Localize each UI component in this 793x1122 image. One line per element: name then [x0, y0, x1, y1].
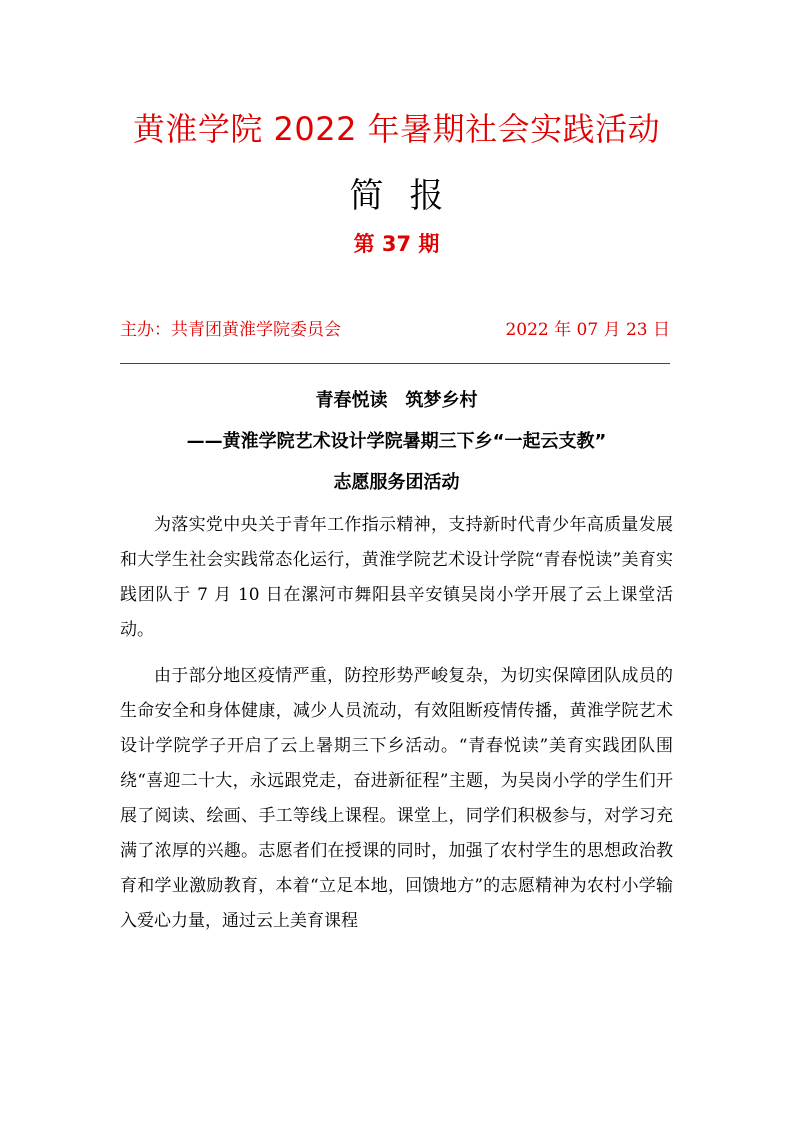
paragraph: 由于部分地区疫情严重，防控形势严峻复杂，为切实保障团队成员的生命安全和身体健康，减少人员流动，有效阻断疫情传播，黄淮学院艺术设计学院学子开启了云上暑期三下乡活动。“青春悦读”美育实践团队围绕“喜迎二十大，永远跟党走，奋进新征程”主题，为吴岗小学的学生们开展了阅读、绘画、手工等线上课程。课堂上，同学们积极参与，对学习充满了浓厚的兴趣。志愿者们在授课的同时，加强了农村学生的思想政治教育和学业激励教育，本着“立足本地，回馈地方”的志愿精神为农村小学输入爱心力量，通过云上美育课程	[120, 666, 673, 931]
issue-number: 第 37 期	[353, 232, 440, 256]
article-title: 青春悦读 筑梦乡村	[315, 390, 478, 411]
host-organization: 主办：共青团黄淮学院委员会	[120, 320, 341, 340]
paragraph: 为落实党中央关于青年工作指示精神，支持新时代青少年高质量发展和大学生社会实践常态化运行，黄淮学院艺术设计学院“青春悦读”美育实践团队于 7 月 10 日在漯河市舞阳县辛安镇吴岗小学开展了云上课堂活动。	[120, 515, 673, 640]
meta-row	[120, 315, 670, 339]
article-subtitle-line2: 志愿服务团活动	[333, 472, 460, 493]
bulletin-subtitle: 简报	[349, 176, 470, 216]
article-subtitle-line1: ——黄淮学院艺术设计学院暑期三下乡“一起云支教”	[186, 431, 607, 452]
publish-date: 2022 年 07 月 23 日	[505, 320, 670, 340]
article-body	[120, 508, 673, 950]
bulletin-title: 黄淮学院 2022 年暑期社会实践活动	[132, 110, 661, 148]
red-divider	[120, 363, 670, 364]
